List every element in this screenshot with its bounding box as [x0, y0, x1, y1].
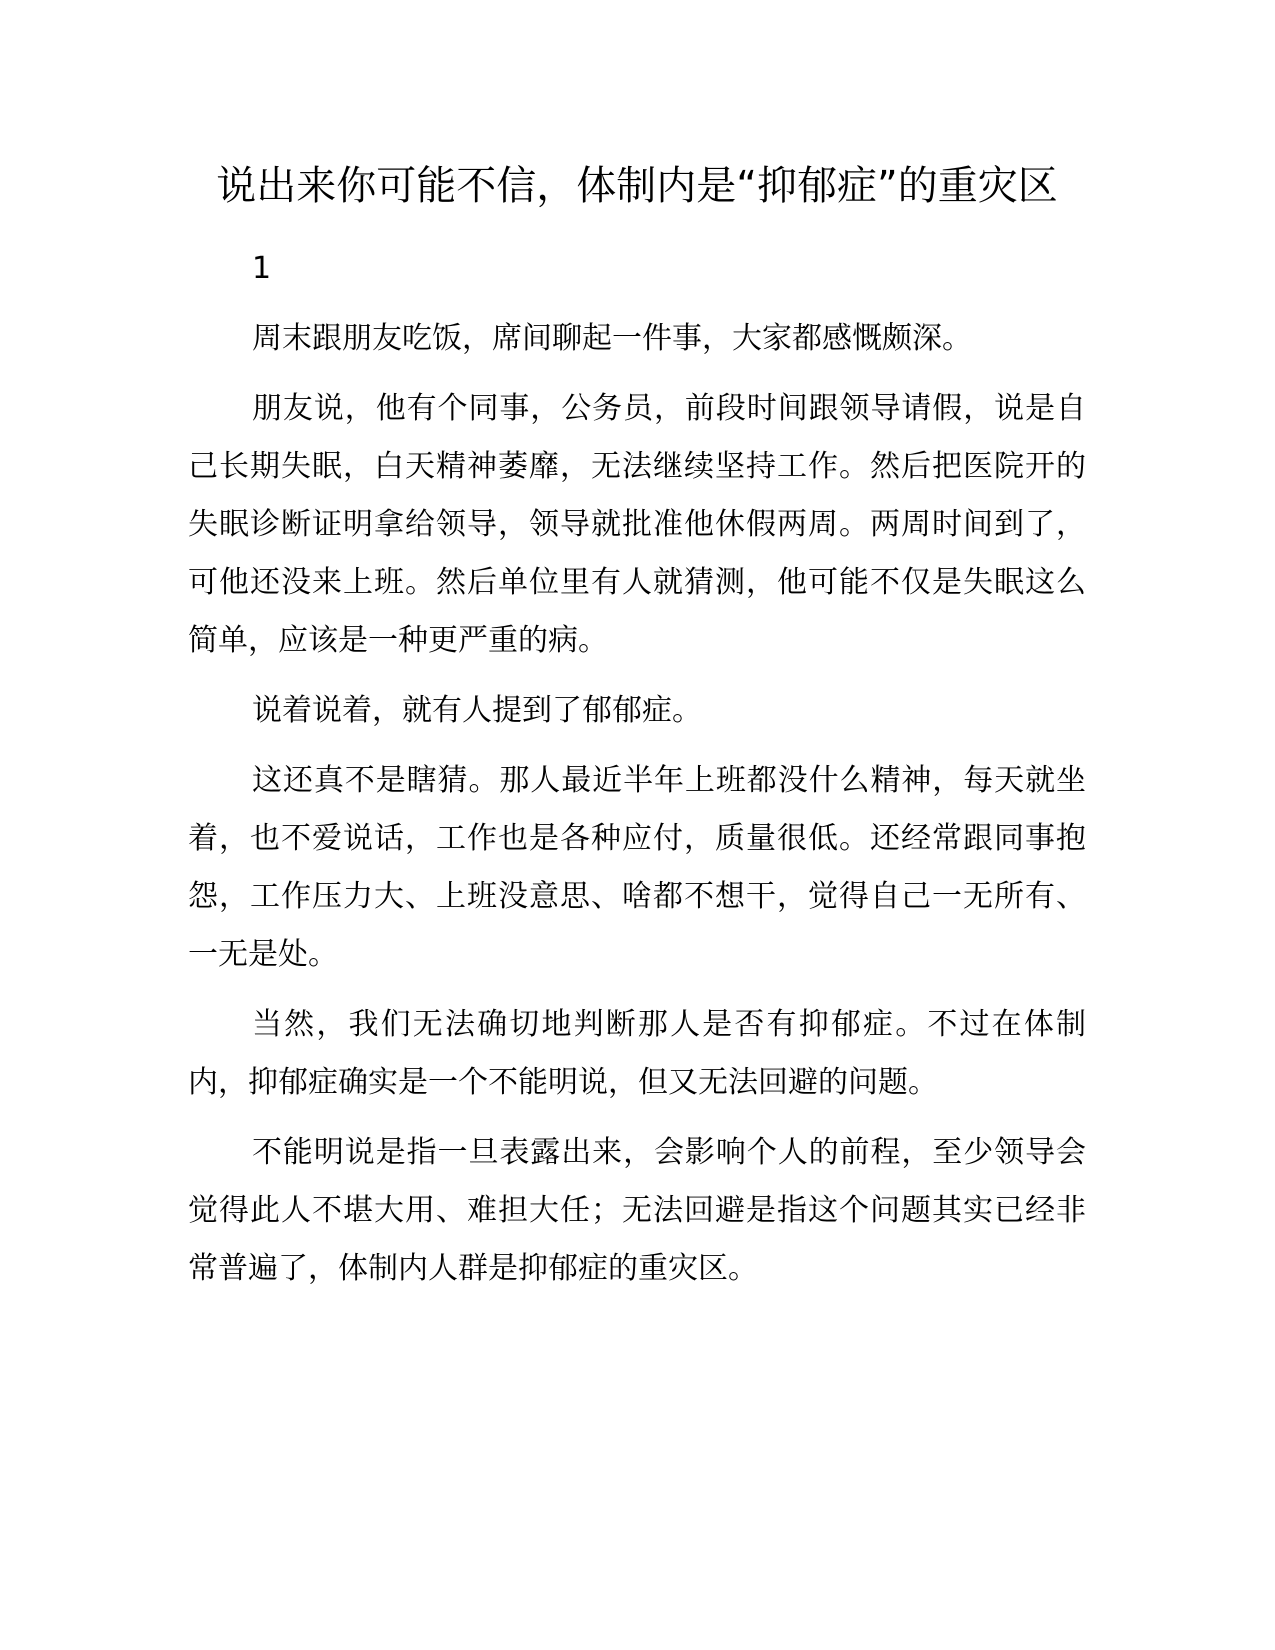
paragraph-2: 朋友说，他有个同事，公务员，前段时间跟领导请假，说是自己长期失眠，白天精神萎靡，无法继续坚持工作。然后把医院开的失眠诊断证明拿给领导，领导就批准他休假两周。两周时间到了，可他还没来上班。然后单位里有人就猜测，他可能不仅是失眠这么简单，应该是一种更严重的病。 [188, 391, 1086, 658]
paragraph-1: 周末跟朋友吃饭，席间聊起一件事，大家都感慨颇深。 [252, 321, 972, 356]
paragraph-6: 不能明说是指一旦表露出来，会影响个人的前程，至少领导会觉得此人不堪大用、难担大任；无法回避是指这个问题其实已经非常普遍了，体制内人群是抑郁症的重灾区。 [188, 1135, 1086, 1286]
paragraph-5: 当然，我们无法确切地判断那人是否有抑郁症。不过在体制内，抑郁症确实是一个不能明说，但又无法回避的问题。 [188, 1007, 1086, 1100]
section-number: 1 [252, 251, 272, 286]
paragraph-3: 说着说着，就有人提到了郁郁症。 [252, 693, 702, 728]
paragraph-4: 这还真不是瞎猜。那人最近半年上班都没什么精神，每天就坐着，也不爱说话，工作也是各种应付，质量很低。还经常跟同事抱怨，工作压力大、上班没意思、啥都不想干，觉得自己一无所有、一无是处。 [188, 763, 1086, 972]
document-title: 说出来你可能不信，体制内是“抑郁症”的重灾区 [216, 163, 1058, 209]
document-body [188, 150, 1086, 1298]
